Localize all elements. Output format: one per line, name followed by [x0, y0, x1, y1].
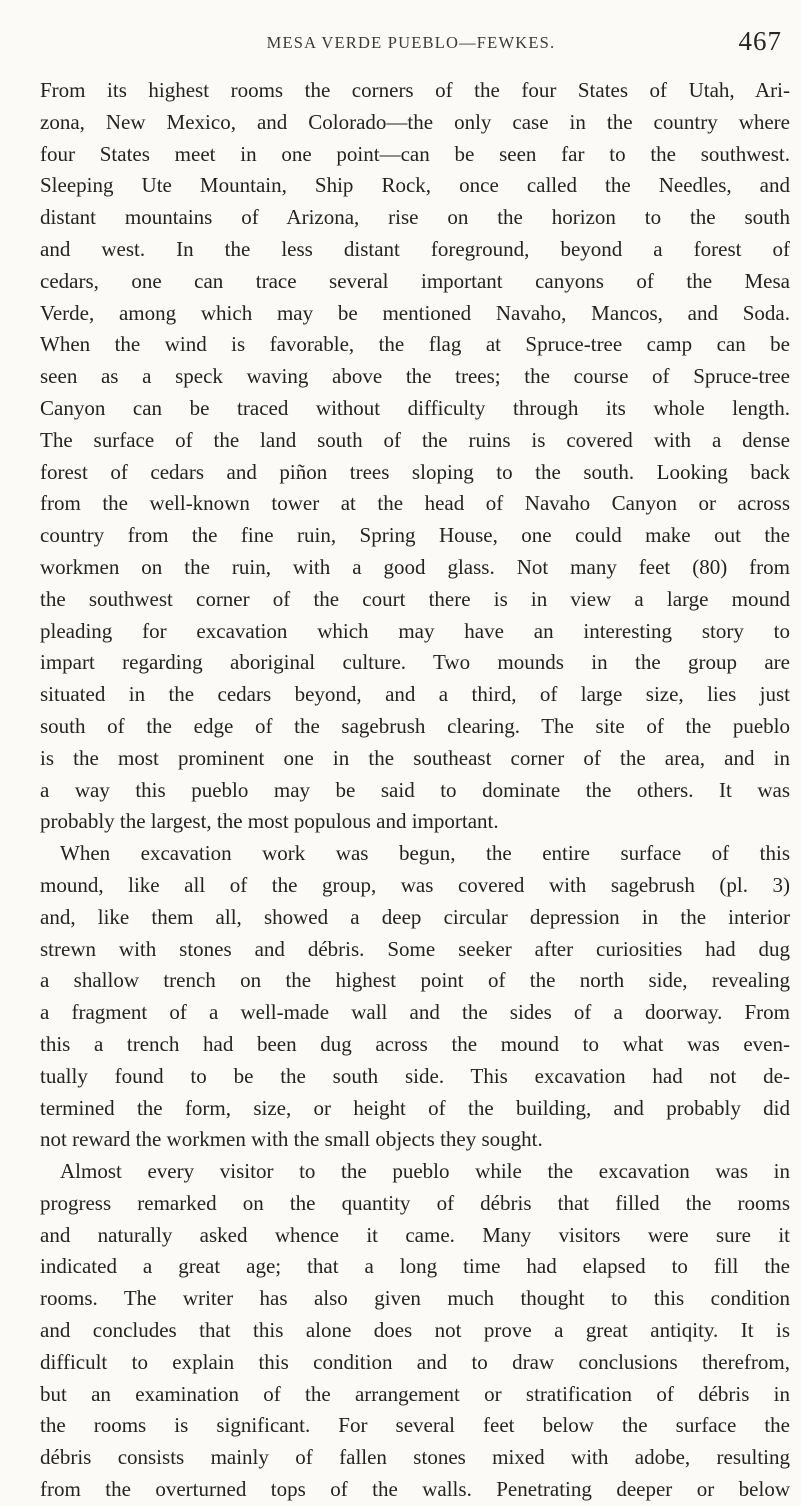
text-line: termined the form, size, or height of the building, and probably did: [40, 1095, 790, 1120]
text-line: and concludes that this alone does not prove a great antiqity. It is: [40, 1318, 790, 1343]
text-line: probably the largest, the most populous and important.: [40, 809, 499, 834]
text-line: from the well-known tower at the head of Navaho Canyon or across: [40, 491, 790, 516]
text-line: Sleeping Ute Mountain, Ship Rock, once called the Needles, and: [40, 173, 790, 198]
text-line: is the most prominent one in the southeast corner of the area, and in: [40, 745, 790, 770]
text-line: forest of cedars and piñon trees sloping to the south. Looking back: [40, 459, 790, 484]
running-title: MESA VERDE PUEBLO—FEWKES.: [266, 33, 556, 52]
text-line: impart regarding aboriginal culture. Two mounds in the group are: [40, 650, 790, 675]
text-line: progress remarked on the quantity of débris that filled the rooms: [40, 1190, 790, 1215]
text-line: pleading for excavation which may have an interesting story to: [40, 618, 790, 643]
text-line: but an examination of the arrangement or stratification of débris in: [40, 1381, 790, 1406]
text-line: cedars, one can trace several important canyons of the Mesa: [40, 268, 790, 293]
text-line: south of the edge of the sagebrush clearing. The site of the pueblo: [40, 713, 790, 738]
text-line: tually found to be the south side. This excavation had not de-: [40, 1063, 790, 1088]
running-head: [40, 26, 782, 56]
text-line: débris consists mainly of fallen stones mixed with adobe, resulting: [40, 1445, 790, 1470]
text-line: Almost every visitor to the pueblo while the excavation was in: [60, 1159, 790, 1184]
text-line: seen as a speck waving above the trees; the course of Spruce-tree: [40, 364, 790, 389]
body-text: [40, 75, 790, 1506]
text-line: indicated a great age; that a long time had elapsed to fill the: [40, 1254, 790, 1279]
text-line: When the wind is favorable, the flag at Spruce-tree camp can be: [40, 332, 790, 357]
text-line: Verde, among which may be mentioned Navaho, Mancos, and Soda.: [40, 300, 790, 325]
text-line: country from the fine ruin, Spring House, one could make out the: [40, 523, 790, 548]
text-line: the southwest corner of the court there is in view a large mound: [40, 586, 790, 611]
text-line: a fragment of a well-made wall and the sides of a doorway. From: [40, 1000, 790, 1025]
text-line: a way this pueblo may be said to dominate the others. It was: [40, 777, 790, 802]
text-line: When excavation work was begun, the entire surface of this: [60, 841, 790, 866]
text-line: mound, like all of the group, was covered with sagebrush (pl. 3): [40, 872, 790, 897]
text-line: strewn with stones and débris. Some seeker after curiosities had dug: [40, 936, 790, 961]
text-line: and naturally asked whence it came. Many visitors were sure it: [40, 1222, 790, 1247]
text-line: and west. In the less distant foreground, beyond a forest of: [40, 236, 790, 261]
text-line: The surface of the land south of the ruins is covered with a dense: [40, 427, 790, 452]
text-line: this a trench had been dug across the mound to what was even-: [40, 1031, 790, 1056]
text-line: zona, New Mexico, and Colorado—the only case in the country where: [40, 109, 790, 134]
text-line: from the overturned tops of the walls. Penetrating deeper or below: [40, 1477, 790, 1502]
text-line: rooms. The writer has also given much thought to this condition: [40, 1286, 790, 1311]
text-line: situated in the cedars beyond, and a third, of large size, lies just: [40, 682, 790, 707]
page-number: 467: [738, 26, 782, 56]
text-line: difficult to explain this condition and to draw conclusions therefrom,: [40, 1349, 790, 1374]
text-line: not reward the workmen with the small objects they sought.: [40, 1127, 543, 1152]
text-line: the rooms is significant. For several feet below the surface the: [40, 1413, 790, 1438]
text-line: From its highest rooms the corners of the four States of Utah, Ari-: [40, 78, 790, 102]
text-line: and, like them all, showed a deep circular depression in the interior: [40, 904, 790, 929]
text-line: workmen on the ruin, with a good glass. Not many feet (80) from: [40, 554, 790, 579]
text-line: four States meet in one point—can be seen far to the southwest.: [40, 141, 790, 166]
text-line: Canyon can be traced without difficulty through its whole length.: [40, 395, 790, 420]
text-line: a shallow trench on the highest point of the north side, revealing: [40, 968, 790, 993]
text-line: distant mountains of Arizona, rise on the horizon to the south: [40, 205, 790, 230]
